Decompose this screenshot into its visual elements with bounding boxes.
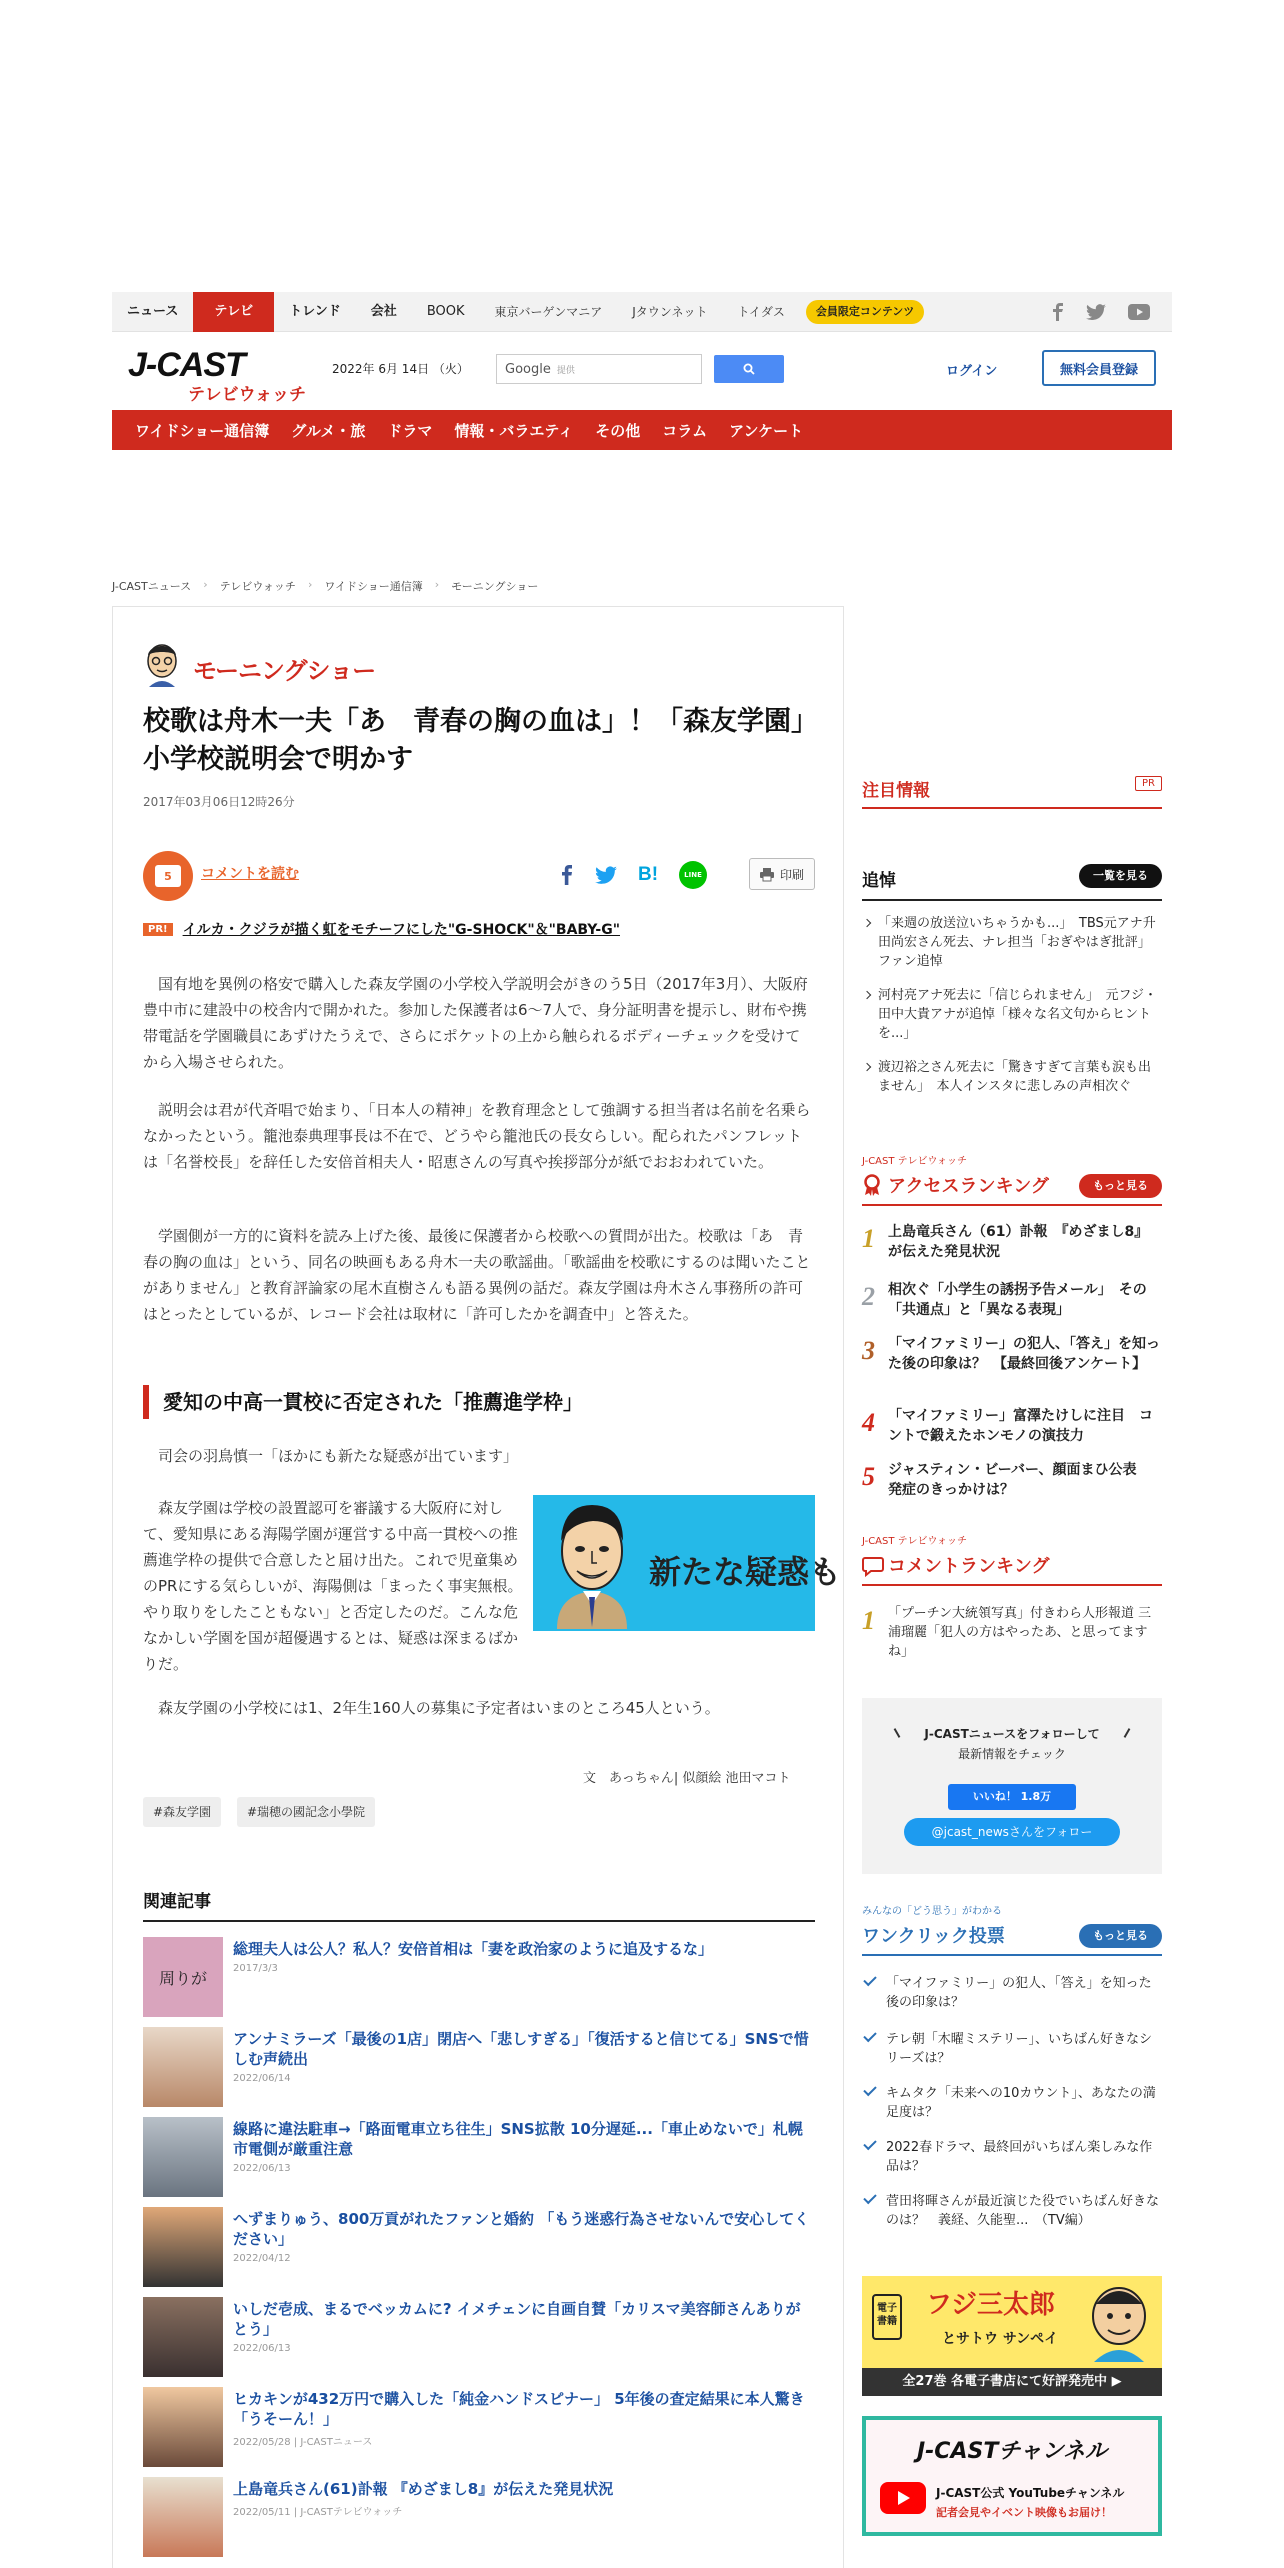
tag-link[interactable]: #瑞穂の國記念小學院 [237, 1797, 375, 1827]
access-rank-item[interactable] [862, 1334, 1162, 1394]
related-thumb [143, 2387, 223, 2467]
comment-rank-item[interactable] [862, 1604, 1162, 1670]
notice-title-text: 注目情報 [862, 781, 930, 801]
related-thumb [143, 2207, 223, 2287]
cartoon-character-icon [1084, 2282, 1154, 2362]
twitter-icon[interactable] [1086, 304, 1106, 320]
login-link[interactable]: ログイン [946, 364, 998, 379]
rank-title: 相次ぐ「小学生の誘拐予告メール」 その「共通点」と「異なる表現」 [888, 1282, 1147, 1318]
byline: 文 あっちゃん| 似顔絵 池田マコト [583, 1771, 791, 1786]
ebook-banner[interactable] [862, 2276, 1162, 2396]
related-date: 2022/04/12 [233, 2253, 291, 2264]
pr-badge: PR [1135, 776, 1162, 791]
vote-item[interactable] [862, 2138, 1162, 2176]
topnav-tv[interactable]: テレビ [193, 292, 274, 332]
section-heading: 愛知の中高一貫校に否定された「推薦進学枠」 [143, 1385, 815, 1419]
access-rank-item[interactable] [862, 1222, 1162, 1282]
access-ranking-text: アクセスランキング [888, 1176, 1049, 1197]
vote-more-button[interactable]: もっと見る [1079, 1924, 1162, 1948]
banner-channel-line1: J-CAST公式 YouTubeチャンネル [936, 2486, 1125, 2500]
rank-title: 「プーチン大統領写真」付きわら人形報道 三浦瑠麗「犯人の方はやったあ、と思ってますね」 [888, 1606, 1152, 1659]
search-provider-note: 提供 [556, 365, 575, 376]
cat-column[interactable]: コラム [662, 421, 708, 440]
vote-text: キムタク「未来への10カウント」、あなたの満足度は？ [886, 2086, 1156, 2120]
cat-drama[interactable]: ドラマ [387, 421, 433, 440]
google-label: Google [505, 361, 551, 377]
banner-cta: 全27巻 各電子書店にて好評発売中 ▶ [862, 2368, 1162, 2396]
topnav-toidas[interactable]: トイダス [737, 304, 785, 319]
related-articles-title: 関連記事 [143, 1887, 815, 1922]
rank-title: 「マイファミリー」富澤たけしに注目 コントで鍛えたホンモノの演技力 [888, 1408, 1154, 1444]
youtube-icon[interactable] [1128, 304, 1150, 320]
search-icon [743, 363, 755, 375]
paragraph: 説明会は君が代斉唱で始まり、「日本人の精神」を教育理念として強調する担当者は名前を名乗らなかったという。籠池泰典理事長は不在で、どうやら籠池氏の長女らしい。配られたパンフレットは「名誉校長」を辞任した安倍首相夫人・昭恵さんの写真や挨拶部分が紙でおおわれていた。 [143, 1101, 811, 1171]
medal-icon [862, 1174, 882, 1196]
article [112, 606, 844, 2568]
related-title: 線路に違法駐車→「路面電車立ち往生」SNS拡散 10分遅延...「車止めないで」札幌市電側が厳重注意 [233, 2120, 803, 2158]
breadcrumb-separator: › [434, 578, 440, 591]
rank-number: 1 [862, 1224, 875, 1253]
rank-title: 「マイファミリー」の犯人、「答え」を知った後の印象は？ 【最終回後アンケート】 [888, 1336, 1161, 1372]
access-kicker: J-CAST テレビウォッチ [862, 1156, 968, 1167]
cat-variety[interactable]: 情報・バラエティ [454, 421, 574, 440]
vote-item[interactable] [862, 2084, 1162, 2122]
pr-promo[interactable] [143, 919, 620, 939]
pr-text: イルカ・クジラが描く虹をモチーフにした"G-SHOCK"＆"BABY-G" [182, 922, 620, 938]
check-icon [863, 2191, 876, 2204]
tag-link[interactable]: #森友学園 [143, 1797, 221, 1827]
vote-title: ワンクリック投票 [862, 1922, 1162, 1956]
comment-ranking-text: コメントランキング [888, 1556, 1050, 1577]
related-title: ヒカキンが432万円で購入した「純金ハンドスピナー」 5年後の査定結果に本人驚き「うそーん！」 [233, 2390, 805, 2428]
related-article[interactable] [143, 2027, 815, 2109]
facebook-share-icon[interactable] [559, 863, 575, 887]
cat-survey[interactable]: アンケート [729, 421, 804, 440]
signup-button[interactable]: 無料会員登録 [1042, 350, 1156, 386]
rank-number: 2 [862, 1282, 875, 1311]
vote-item[interactable] [862, 1974, 1162, 2012]
rank-number: 4 [862, 1408, 875, 1437]
breadcrumb-item[interactable]: モーニングショー [451, 580, 539, 593]
rank-title: 上島竜兵さん（61）訃報 『めざまし8』が伝えた発見状況 [888, 1224, 1149, 1260]
rank-number: 3 [862, 1336, 875, 1365]
paragraph: 森友学園は学校の設置認可を審議する大阪府に対して、愛知県にある海陽学園が運営する中高一貫校への推薦進学枠の提供で合意したと届け出た。これで児童集めのPRにする気らしいが、海陽側は「まったく事実無根。やり取りをしたこともない」と否定したのだ。こんな危なかしい学園を国が超優遇するとは、疑惑は深まるばかりだ。 [143, 1499, 523, 1673]
caricature-caption: 新たな疑惑も [649, 1553, 842, 1591]
section-avatar-icon [143, 641, 181, 687]
breadcrumb-item[interactable]: ワイドショー通信簿 [324, 580, 423, 593]
print-label: 印刷 [779, 867, 804, 882]
access-rank-item[interactable] [862, 1460, 1162, 1520]
paragraph: 司会の羽鳥慎一「ほかにも新たな疑惑が出ています」 [158, 1447, 519, 1465]
topnav-bargain[interactable]: 東京バーゲンマニア [494, 304, 603, 319]
access-more-button[interactable]: もっと見る [1079, 1174, 1162, 1198]
comment-bubble-icon [862, 1556, 884, 1576]
paragraph: 森友学園の小学校には1、2年生160人の募集に予定者はいまのところ45人という。 [158, 1699, 720, 1717]
related-date: 2022/06/13 [233, 2163, 291, 2174]
related-title: いしだ壱成、まるでベッカムに? イメチェンに自画自賛「カリスマ美容師さんありがとう」 [233, 2300, 801, 2338]
site-header [112, 332, 1172, 410]
youtube-play-icon [880, 2482, 926, 2514]
tsuito-more-button[interactable]: 一覧を見る [1079, 864, 1162, 888]
topnav-book[interactable]: BOOK [426, 303, 465, 319]
vote-item[interactable] [862, 2192, 1162, 2230]
follow-line2: 最新情報をチェック [958, 1747, 1066, 1761]
hatena-bookmark-icon[interactable]: B! [637, 864, 659, 885]
cat-gourmet[interactable]: グルメ・旅 [291, 421, 366, 440]
tsuito-title: 追悼 [862, 866, 1162, 901]
ebook-side-label: 電子書籍 [872, 2294, 902, 2340]
cat-other[interactable]: その他 [595, 421, 641, 440]
thumb-text: 周りが [158, 1968, 207, 1988]
related-article[interactable] [143, 2477, 815, 2559]
breadcrumb-item[interactable]: J-CASTニュース [112, 580, 192, 593]
related-date: 2022/05/28 | J-CASTニュース [233, 2437, 373, 2448]
print-icon [760, 868, 774, 881]
breadcrumb [112, 578, 538, 594]
logo-sub: テレビウォッチ [188, 385, 306, 405]
follow-line1: J-CASTニュースをフォローして [924, 1727, 1100, 1741]
read-comments-link[interactable]: コメントを読む [201, 866, 299, 882]
article-headline: 校歌は舟木一夫「あ 青春の胸の血は」！「森友学園」小学校説明会で明かす [143, 706, 805, 775]
comment-ranking-title [862, 1552, 1162, 1586]
access-rank-item[interactable] [862, 1280, 1162, 1340]
cat-wideshow[interactable]: ワイドショー通信簿 [135, 421, 270, 440]
comment-kicker: J-CAST テレビウォッチ [862, 1536, 968, 1547]
search-button[interactable] [714, 355, 784, 383]
vote-text: テレ朝「木曜ミステリー」、いちばん好きなシリーズは？ [886, 2032, 1152, 2066]
related-date: 2022/06/13 [233, 2343, 291, 2354]
vote-text: 「マイファミリー」の犯人、「答え」を知った後の印象は？ [886, 1976, 1152, 2010]
social-links [1052, 303, 1172, 321]
pr-tag: PR! [143, 923, 173, 936]
follow-box [862, 1698, 1162, 1874]
check-icon [863, 1973, 876, 1986]
vote-kicker: みんなの「どう思う」がわかる [862, 1906, 1002, 1917]
tsuito-item[interactable]: 「来週の放送泣いちゃうかも...」 TBS元アナ升田尚宏さん死去、ナレ担当「おぎやはぎ批評」ファン追悼 [862, 914, 1162, 971]
comment-count: 5 [155, 865, 181, 887]
tsuito-item[interactable]: 河村亮アナ死去に「信じられません」 元フジ・田中大貴アナが追悼「様々な名文句からヒントを...」 [862, 986, 1162, 1043]
banner-channel-title: J-CASTチャンネル [916, 2439, 1108, 2464]
vote-item[interactable] [862, 2030, 1162, 2068]
search-input[interactable] [496, 354, 702, 384]
breadcrumb-separator: › [307, 578, 313, 591]
notice-title [862, 776, 1162, 809]
facebook-icon[interactable] [1052, 303, 1064, 321]
rank-number: 1 [862, 1606, 875, 1635]
topnav-news[interactable]: ニュース [127, 303, 179, 319]
youtube-channel-banner[interactable] [862, 2416, 1162, 2536]
banner-channel-line2: 記者会見やイベント映像もお届け！ [936, 2506, 1112, 2519]
comment-count-badge[interactable] [143, 851, 193, 901]
banner-subtitle: とサトウ サンペイ [942, 2331, 1059, 2347]
access-rank-item[interactable] [862, 1406, 1162, 1466]
related-thumb [143, 1937, 223, 2017]
logo-main: J-CAST [128, 346, 245, 384]
related-title: 上島竜兵さん(61)訃報 『めざまし8』が伝えた発見状況 [233, 2480, 614, 2498]
facebook-like-button[interactable]: いいね！ 1.8万 [948, 1784, 1076, 1810]
section-title[interactable]: モーニングショー [193, 657, 376, 685]
related-thumb [143, 2477, 223, 2557]
related-article[interactable] [143, 2207, 815, 2289]
topnav-trend[interactable]: トレンド [289, 303, 341, 319]
current-date: 2022年 6月 14日 （火） [332, 362, 469, 376]
jcast-tv-logo[interactable] [128, 346, 308, 405]
vote-text: 菅田将暉さんが最近演じた役でいちばん好きなのは？ 義経、久能聖... （TV編） [886, 2194, 1160, 2228]
related-title: へずまりゅう、800万貢がれたファンと婚約 「もう迷惑行為させないんで安心してください」 [233, 2210, 810, 2248]
print-button[interactable] [749, 858, 815, 890]
rank-title: ジャスティン・ビーバー、顔面まひ公表 発症のきっかけは？ [888, 1462, 1151, 1498]
related-thumb [143, 2297, 223, 2377]
rank-number: 5 [862, 1462, 875, 1491]
check-icon [863, 2029, 876, 2042]
related-article[interactable] [143, 1937, 815, 2019]
article-date: 2017年03月06日12時26分 [143, 795, 295, 809]
caricature-image [533, 1495, 842, 1631]
topnav-company[interactable]: 会社 [370, 303, 397, 319]
related-title: 総理夫人は公人？私人？安倍首相は「妻を政治家のように追及するな」 [233, 1940, 714, 1958]
top-nav [112, 292, 1172, 332]
related-article[interactable] [143, 2387, 815, 2469]
paragraph: 学園側が一方的に資料を読み上げた後、最後に保護者から校歌への質問が出た。校歌は「あ 青春の胸の血は」という、同名の映画もある舟木一夫の歌謡曲。「歌謡曲を校歌にするのは聞いたことがありません」と教育評論家の尾木直樹さんも語る異例の話だ。森友学園は舟木さん事務所の許可はとったとしているが、レコード会社は取材に「許可したかを調査中」と答えた。 [143, 1227, 811, 1323]
breadcrumb-separator: › [203, 578, 208, 591]
related-title: アンナミラーズ「最後の1店」閉店へ「悲しすぎる」「復活すると信じてる」SNSで惜しむ声続出 [233, 2030, 809, 2068]
caricature-face-icon [547, 1499, 637, 1629]
tsuito-item[interactable]: 渡辺裕之さん死去に「驚きすぎて言葉も涙も出ません」 本人インスタに悲しみの声相次ぐ [862, 1058, 1162, 1096]
related-article[interactable] [143, 2117, 815, 2199]
line-share-icon[interactable]: LINE [679, 861, 707, 889]
topnav-jtown[interactable]: Jタウンネット [632, 304, 708, 319]
related-thumb [143, 2027, 223, 2107]
related-article[interactable] [143, 2297, 815, 2379]
related-thumb [143, 2117, 223, 2197]
check-icon [863, 2137, 876, 2150]
twitter-share-icon[interactable] [594, 863, 618, 887]
related-date: 2022/05/11 | J-CASTテレビウォッチ [233, 2507, 403, 2518]
related-date: 2017/3/3 [233, 1963, 278, 1974]
twitter-follow-button[interactable]: @jcast_newsさんをフォロー [904, 1818, 1120, 1846]
related-date: 2022/06/14 [233, 2073, 291, 2084]
member-content-badge[interactable]: 会員限定コンテンツ [806, 300, 924, 324]
banner-title: フジ三太郎 [926, 2290, 1055, 2320]
category-nav [112, 410, 1172, 450]
follow-text [862, 1724, 1162, 1764]
paragraph: 国有地を異例の格安で購入した森友学園の小学校入学説明会がきのう5日（2017年3月）、大阪府豊中市に建設中の校舎内で開かれた。参加した保護者は6～7人で、身分証明書を提示し、財布や携帯電話を学園職員にあずけたうえで、さらにポケットの上から触られるボディーチェックを受けてから入場させられた。 [143, 975, 808, 1071]
check-icon [863, 2083, 876, 2096]
vote-text: 2022春ドラマ、最終回がいちばん楽しみな作品は？ [886, 2140, 1153, 2174]
breadcrumb-item[interactable]: テレビウォッチ [219, 580, 296, 593]
